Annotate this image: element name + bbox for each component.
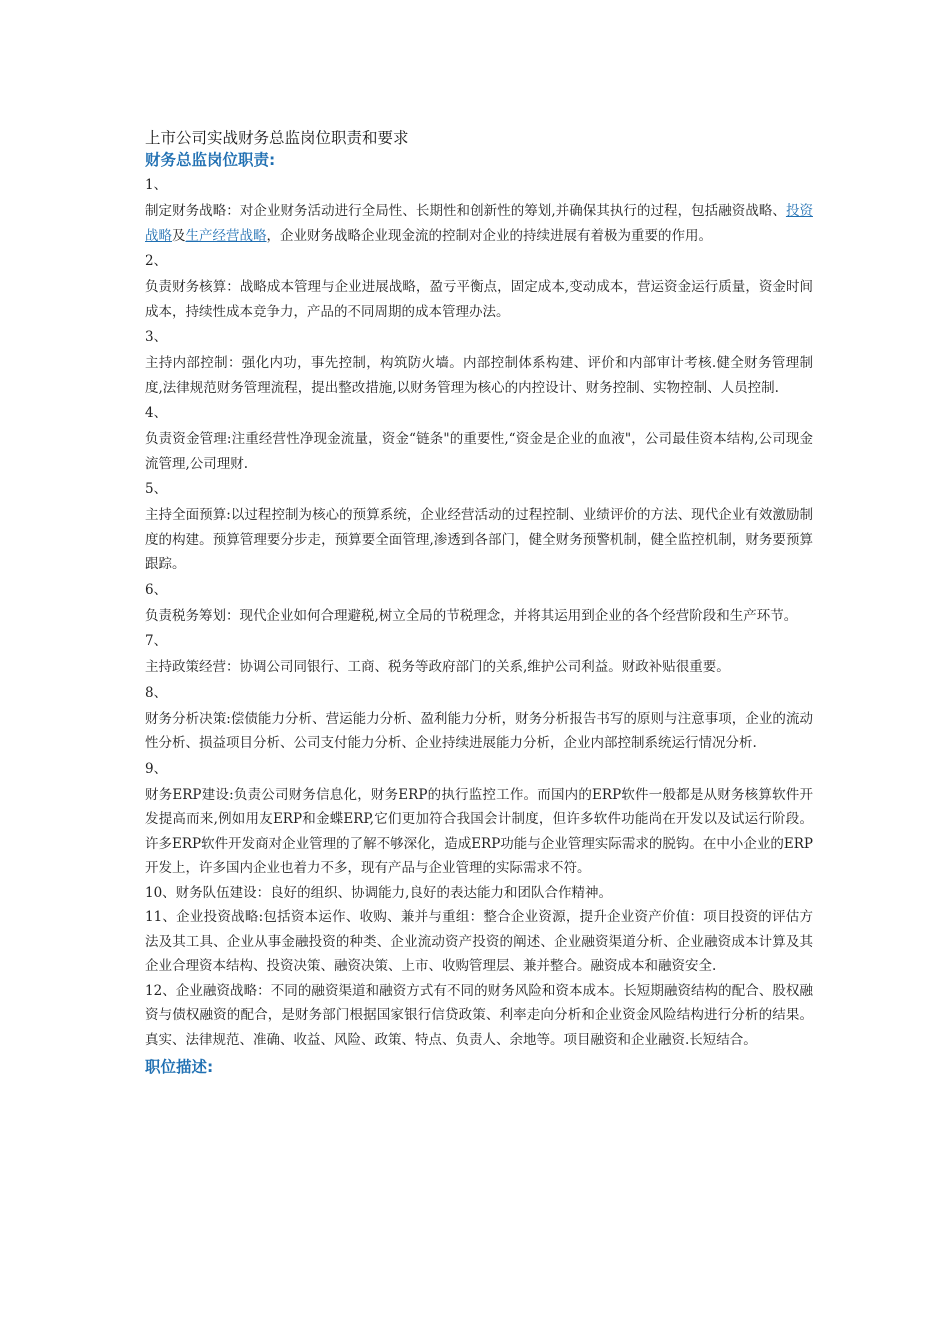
item-text: 财务ERP建设:负责公司财务信息化，财务ERP的执行监控工作。而国内的ERP软件一般都是从财务核算软件开发提高而来,例如用友ERP和金蝶ERP,它们更加符合我国会计制度，但许多软件功能尚在开发以及试运行阶段。许多ERP软件开发商对企业管理的了解不够深化，造成ERP功能与企业管理实际需求的脱钩。在中小企业的ERP开发上，许多国内企业也着力不多，现有产品与企业管理的实际需求不符。	[145, 786, 813, 876]
duties-heading: 财务总监岗位职责:	[145, 151, 276, 169]
investment-strategy-link[interactable]: 投资战略	[145, 203, 813, 244]
item-text: 10、财务队伍建设：良好的组织、协调能力,良好的表达能力和团队合作精神。	[145, 884, 612, 901]
item-number: 6、	[145, 581, 168, 598]
item-number: 1、	[145, 177, 168, 193]
item-number: 9、	[145, 760, 168, 777]
item-text: 11、企业投资战略:包括资本运作、收购、兼并与重组：整合企业资源，提升企业资产价值：项目投资的评估方法及其工具、企业从事金融投资的种类、企业流动资产投资的阐述、企业融资渠道分析、企业融资成本计算及其企业合理资本结构、投资决策、融资决策、上市、收购管理层、兼并整合。融资成本和融资安全.	[145, 909, 813, 974]
item-text: 制定财务战略：对企业财务活动进行全局性、长期性和创新性的筹划,并确保其执行的过程，包括融资战略、投资战略及生产经营战略，企业财务战略企业现金流的控制对企业的持续进展有着极为重要的作用。	[145, 203, 813, 244]
item-text: 主持内部控制：强化内功，事先控制，构筑防火墙。内部控制体系构建、评价和内部审计考核.健全财务管理制度,法律规范财务管理流程，提出整改措施,以财务管理为核心的内控设计、财务控制、实物控制、人员控制.	[145, 355, 813, 396]
item-text: 12、企业融资战略：不同的融资渠道和融资方式有不同的财务风险和资本成本。长短期融资结构的配合、股权融资与债权融资的配合，是财务部门根据国家银行信贷政策、利率走向分析和企业资金风险结构进行分析的结果。真实、法律规范、准确、收益、风险、政策、特点、负责人、余地等。项目融资和企业融资.长短结合。	[145, 982, 813, 1048]
item-number: 2、	[145, 253, 168, 269]
item-text: 财务分析决策:偿债能力分析、营运能力分析、盈利能力分析，财务分析报告书写的原则与注意事项，企业的流动性分析、损益项目分析、公司支付能力分析、企业持续进展能力分析，企业内部控制系统运行情况分析.	[145, 710, 813, 751]
item-number: 8、	[145, 684, 168, 701]
item-text: 主持政策经营：协调公司同银行、工商、税务等政府部门的关系,维护公司利益。财政补贴很重要。	[145, 659, 730, 675]
item-text: 主持全面预算:以过程控制为核心的预算系统，企业经营活动的过程控制、业绩评价的方法、现代企业有效激励制度的构建。预算管理要分步走，预算要全面管理,渗透到各部门，健全财务预警机制，健全监控机制，财务要预算跟踪。	[145, 507, 813, 572]
production-strategy-link[interactable]: 生产经营战略	[185, 227, 267, 244]
document-page	[145, 127, 813, 1082]
item-number: 7、	[145, 633, 168, 649]
item-number: 5、	[145, 481, 168, 497]
item-number: 3、	[145, 329, 168, 345]
item-text: 负责资金管理:注重经营性净现金流量，资金“链条"的重要性,“资金是企业的血液"，公司最佳资本结构,公司现金流管理,公司理财.	[145, 431, 813, 472]
item-text: 负责税务筹划：现代企业如何合理避税,树立全局的节税理念，并将其运用到企业的各个经营阶段和生产环节。	[145, 607, 798, 624]
description-heading: 职位描述:	[145, 1058, 214, 1076]
item-number: 4、	[145, 405, 168, 421]
item-text: 负责财务核算：战略成本管理与企业进展战略，盈亏平衡点，固定成本,变动成本，营运资金运行质量，资金时间成本，持续性成本竞争力，产品的不同周期的成本管理办法。	[145, 279, 813, 320]
document-title: 上市公司实战财务总监岗位职责和要求	[145, 129, 409, 147]
